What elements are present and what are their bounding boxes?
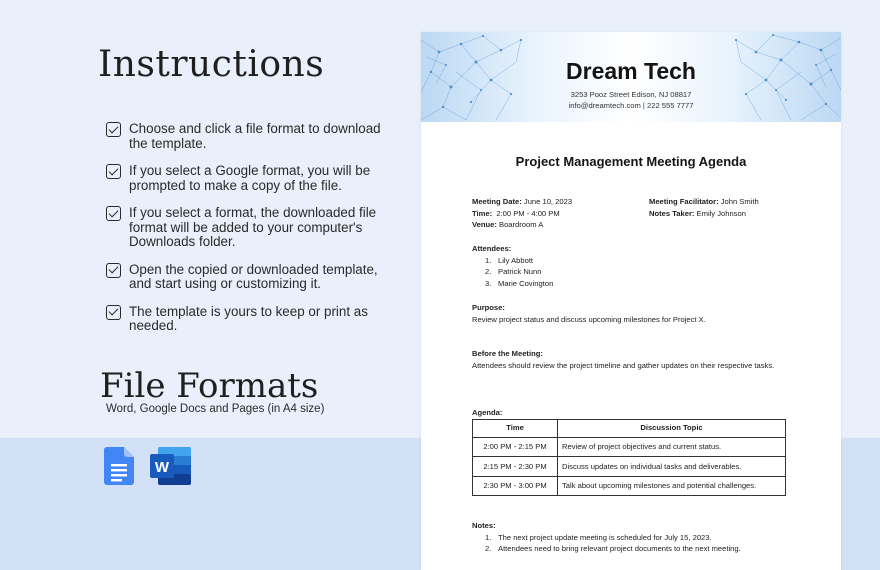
notes-list: [472, 532, 812, 555]
notes-section: [472, 520, 812, 555]
checkbox-icon: [106, 263, 121, 278]
company-name: Dream Tech: [566, 58, 696, 84]
meeting-date-value: June 10, 2023: [521, 197, 573, 206]
table-row: [473, 476, 786, 496]
note-item: 2. Attendees need to bring relevant project documents to the next meeting.: [485, 544, 741, 553]
notes-taker-label: Notes Taker:: [649, 208, 695, 218]
table-row: [473, 437, 786, 457]
purpose-section: [472, 302, 792, 325]
agenda-topic-cell: Discuss updates on individual tasks and deliverables.: [558, 457, 786, 477]
agenda-time-cell: 2:15 PM - 2:30 PM: [473, 457, 558, 477]
purpose-text: Review project status and discuss upcoming milestones for Project X.: [472, 314, 706, 324]
venue-label: Venue:: [472, 220, 497, 229]
instruction-step: [106, 206, 396, 250]
instruction-text: If you select a Google format, you will be prompted to make a copy of the file.: [129, 163, 371, 193]
facilitator-value: John Smith: [718, 197, 759, 206]
attendees-list: [472, 255, 792, 290]
attendee-item: 3. Marie Covington: [485, 278, 554, 288]
google-docs-icon[interactable]: [104, 447, 134, 485]
agenda-topic-cell: Review of project objectives and current status.: [558, 437, 786, 457]
agenda-table: [472, 419, 786, 497]
instruction-step: [106, 164, 396, 193]
attendee-item: 2. Patrick Nunn: [485, 267, 542, 276]
notes-taker-value: Emily Johnson: [694, 208, 746, 218]
attendees-section: [472, 243, 792, 289]
attendee-name: Patrick Nunn: [498, 267, 542, 276]
document-title: Project Management Meeting Agenda: [515, 154, 747, 169]
file-formats-subtitle: Word, Google Docs and Pages (in A4 size): [106, 403, 325, 415]
before-meeting-text: Attendees should review the project timeline and gather updates on their respective tasks.: [472, 360, 775, 370]
time-line: [472, 208, 572, 220]
time-value: 2:00 PM - 4:00 PM: [492, 208, 560, 218]
attendee-name: Marie Covington: [498, 278, 554, 288]
checkbox-icon: [106, 164, 121, 179]
company-contact: info@dreamtech.com | 222 555 7777: [568, 101, 694, 110]
meeting-date-label: Meeting Date:: [472, 197, 522, 206]
instruction-text: Choose and click a file format to download the template.: [129, 121, 381, 151]
format-icons: [104, 447, 192, 485]
agenda-header-row: [473, 419, 786, 437]
before-meeting-section: [472, 348, 792, 371]
company-address: 3253 Pooz Street Edison, NJ 08817: [570, 90, 692, 99]
word-letter: W: [154, 459, 170, 476]
notes-label: Notes:: [472, 521, 496, 530]
instructions-list: [106, 122, 396, 347]
note-text: The next project update meeting is scheduled for July 15, 2023.: [498, 532, 712, 542]
attendee-name: Lily Abbott: [498, 255, 534, 265]
table-row: [473, 457, 786, 477]
venue-line: [472, 219, 572, 231]
instructions-heading: Instructions: [98, 44, 325, 85]
before-meeting-label: Before the Meeting:: [472, 349, 543, 358]
attendees-label: Attendees:: [472, 244, 512, 253]
notes-taker-line: [649, 208, 759, 220]
meeting-info-right: [649, 196, 759, 219]
agenda-label: Agenda:: [472, 408, 503, 417]
note-item: 1. The next project update meeting is scheduled for July 15, 2023.: [485, 532, 712, 542]
purpose-label: Purpose:: [472, 303, 505, 312]
agenda-header-topic: Discussion Topic: [558, 419, 786, 437]
time-label: Time:: [472, 208, 493, 218]
agenda-section: [472, 407, 786, 496]
instruction-text: Open the copied or downloaded template, and start using or customizing it.: [129, 261, 378, 291]
attendee-item: 1. Lily Abbott: [485, 255, 534, 265]
instruction-step: [106, 122, 396, 151]
facilitator-label: Meeting Facilitator:: [649, 197, 719, 206]
meeting-info-left: [472, 196, 572, 231]
facilitator-line: [649, 196, 759, 208]
note-text: Attendees need to bring relevant project documents to the next meeting.: [498, 544, 741, 553]
instruction-step: [106, 263, 396, 292]
agenda-header-time: Time: [473, 419, 558, 437]
instruction-text: The template is yours to keep or print as needed.: [129, 303, 368, 333]
agenda-topic-cell: Talk about upcoming milestones and potential challenges.: [558, 476, 786, 496]
checkbox-icon: [106, 305, 121, 320]
agenda-time-cell: 2:00 PM - 2:15 PM: [473, 437, 558, 457]
checkbox-icon: [106, 122, 121, 137]
document-preview: [421, 32, 841, 570]
checkbox-icon: [106, 206, 121, 221]
instruction-step: [106, 305, 396, 334]
microsoft-word-icon[interactable]: [150, 447, 192, 485]
agenda-time-cell: 2:30 PM - 3:00 PM: [473, 476, 558, 496]
file-formats-heading: File Formats: [100, 366, 319, 406]
instruction-text: If you select a format, the downloaded file format will be added to your computer's Downloads folder.: [129, 205, 377, 249]
venue-value: Boardroom A: [496, 220, 544, 229]
document-header: [421, 32, 841, 122]
meeting-date-line: [472, 196, 572, 208]
